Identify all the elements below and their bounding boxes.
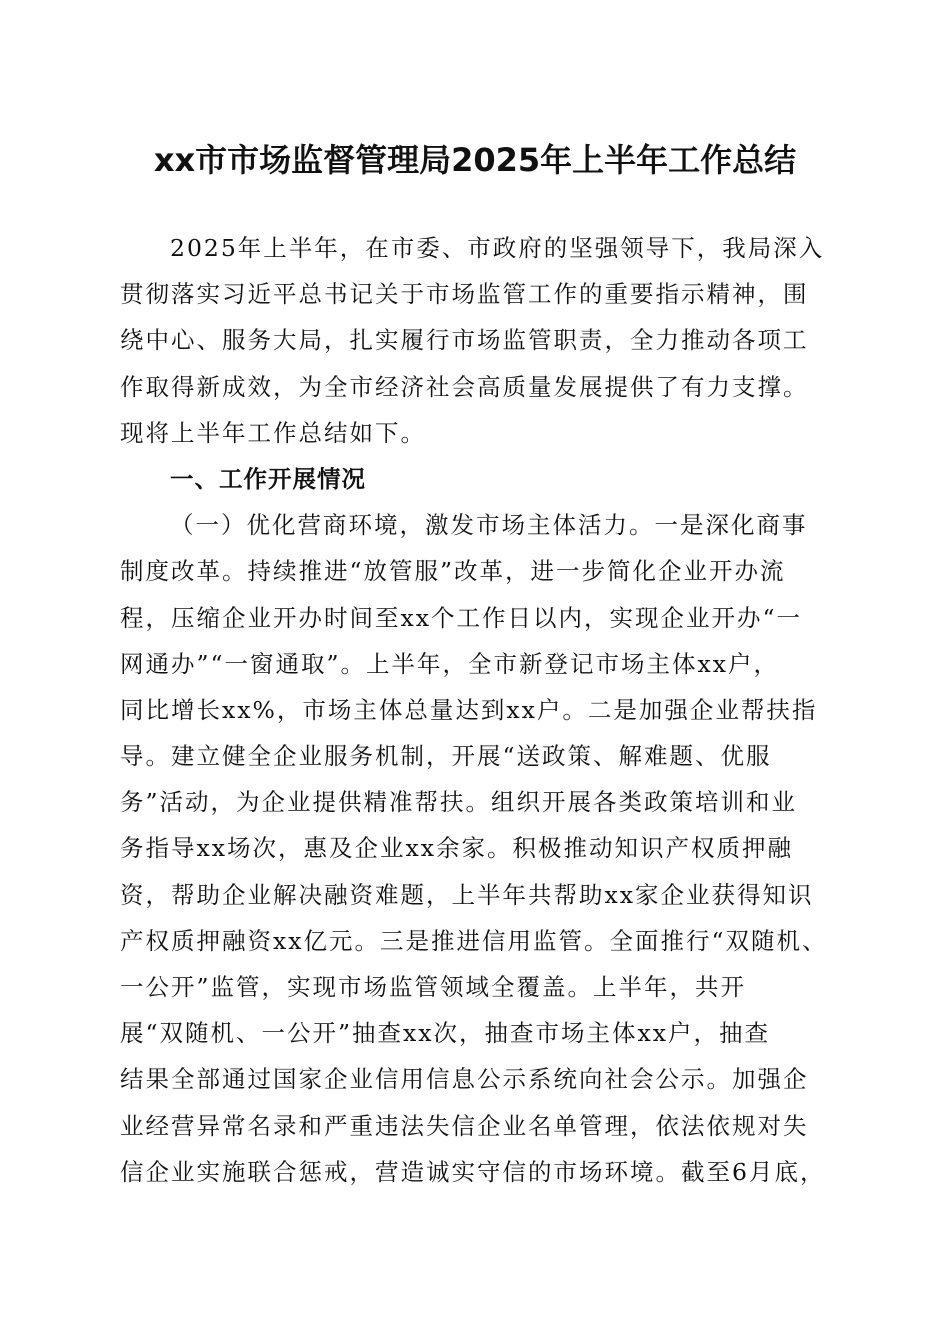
paragraph-line: 同比增长xx%，市场主体总量达到xx户。二是加强企业帮扶指 <box>120 695 818 724</box>
paragraph-line: 展“双随机、一公开”抽查xx次，抽查市场主体xx户，抽查 <box>120 1019 771 1048</box>
paragraph-line: 务”活动，为企业提供精准帮扶。组织开展各类政策培训和业 <box>120 788 798 817</box>
paragraph-line: 导。建立健全企业服务机制，开展“送政策、解难题、优服 <box>120 742 772 771</box>
paragraph-line: 业经营异常名录和严重违法失信企业名单管理，依法依规对失 <box>120 1111 809 1140</box>
paragraph-line: 程，压缩企业开办时间至xx个工作日以内，实现企业开办“一 <box>120 603 803 632</box>
document-body <box>120 225 830 1195</box>
paragraph-line: 产权质押融资xx亿元。三是推进信用监管。全面推行“双随机、 <box>120 926 828 955</box>
paragraph-line: 资，帮助企业解决融资难题，上半年共帮助xx家企业获得知识 <box>120 880 814 909</box>
paragraph-line: 制度改革。持续推进“放管服”改革，进一步简化企业开办流 <box>120 557 786 586</box>
paragraph-line: 作取得新成效，为全市经济社会高质量发展提供了有力支撑。 <box>120 372 809 401</box>
paragraph-line: 结果全部通过国家企业信用信息公示系统向社会公示。加强企 <box>120 1065 809 1094</box>
paragraph-line: 贯彻落实习近平总书记关于市场监管工作的重要指示精神，围 <box>120 280 809 309</box>
paragraph-line: （一）优化营商环境，激发市场主体活力。一是深化商事 <box>170 511 808 540</box>
paragraph-line: 绕中心、服务大局，扎实履行市场监管职责，全力推动各项工 <box>120 326 809 355</box>
paragraph-line: 一公开”监管，实现市场监管领域全覆盖。上半年，共开 <box>120 973 747 1001</box>
document-title: xx市市场监督管理局2025年上半年工作总结 <box>153 141 797 179</box>
paragraph-line: 网通办”“一窗通取”。上半年，全市新登记市场主体xx户， <box>120 649 780 678</box>
paragraph-line: 2025年上半年，在市委、市政府的坚强领导下，我局深入 <box>170 234 825 262</box>
section-heading: 一、工作开展情况 <box>170 464 366 493</box>
paragraph-line: 务指导xx场次，惠及企业xx余家。积极推动知识产权质押融 <box>120 834 794 863</box>
paragraph-line: 信企业实施联合惩戒，营造诚实守信的市场环境。截至6月底， <box>120 1157 826 1186</box>
paragraph-line: 现将上半年工作总结如下。 <box>120 418 426 447</box>
